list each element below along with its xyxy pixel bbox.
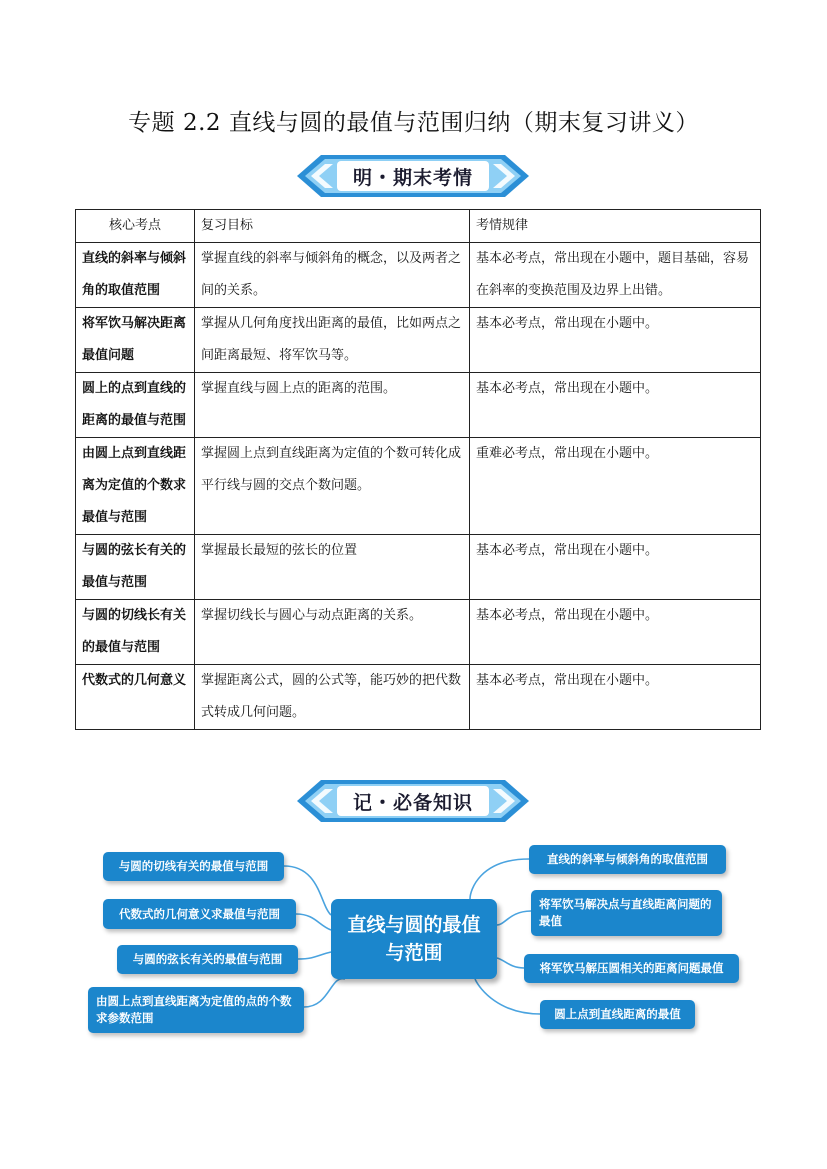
table-cell: 由圆上点到直线距离为定值的个数求最值与范围: [76, 438, 195, 535]
table-cell: 基本必考点，常出现在小题中。: [470, 665, 761, 730]
table-cell: 掌握圆上点到直线距离为定值的个数可转化成平行线与圆的交点个数问题。: [195, 438, 470, 535]
table-cell: 直线的斜率与倾斜角的取值范围: [76, 243, 195, 308]
table-cell: 掌握直线与圆上点的距离的范围。: [195, 373, 470, 438]
mindmap-center-node: [331, 899, 497, 979]
table-header-cell: 核心考点: [76, 210, 195, 243]
mindmap-node-right-4: 圆上点到直线距离的最值: [540, 1000, 695, 1029]
table-cell: 重难必考点，常出现在小题中。: [470, 438, 761, 535]
mindmap-node-right-2: 将军饮马解决点与直线距离问题的最值: [531, 890, 722, 936]
banner-label: 明・期末考情: [352, 166, 473, 189]
table-cell: 将军饮马解决距离最值问题: [76, 308, 195, 373]
table-cell: 基本必考点，常出现在小题中，题目基础，容易在斜率的变换范围及边界上出错。: [470, 243, 761, 308]
banner-label: 记・必备知识: [352, 791, 473, 814]
mindmap-center-label: 直线与圆的最值与范围: [347, 914, 481, 964]
table-cell: 掌握切线长与圆心与动点距离的关系。: [195, 600, 470, 665]
mindmap-node-left-2: 代数式的几何意义求最值与范围: [103, 899, 296, 929]
mindmap-node-right-3: 将军饮马解压圆相关的距离问题最值: [524, 954, 739, 983]
table-cell: 基本必考点，常出现在小题中。: [470, 373, 761, 438]
mindmap-node-left-4: 由圆上点到直线距离为定值的点的个数求参数范围: [88, 987, 304, 1033]
mindmap-node-left-3: 与圆的弦长有关的最值与范围: [117, 945, 298, 974]
table-cell: 基本必考点，常出现在小题中。: [470, 535, 761, 600]
connector-line: [304, 979, 345, 1007]
table-cell: 基本必考点，常出现在小题中。: [470, 308, 761, 373]
connector-line: [475, 979, 540, 1014]
mindmap-node-right-1: 直线的斜率与倾斜角的取值范围: [529, 845, 726, 874]
connector-line: [296, 914, 331, 930]
mindmap-node-left-1: 与圆的切线有关的最值与范围: [103, 852, 284, 881]
table-cell: 掌握距离公式，圆的公式等，能巧妙的把代数式转成几何问题。: [195, 665, 470, 730]
connector-line: [497, 911, 531, 925]
page-title: 专题 2.2 直线与圆的最值与范围归纳（期末复习讲义）: [128, 110, 699, 136]
table-cell: 圆上的点到直线的距离的最值与范围: [76, 373, 195, 438]
table-cell: 基本必考点，常出现在小题中。: [470, 600, 761, 665]
connector-line: [298, 952, 331, 959]
table-cell: 与圆的弦长有关的最值与范围: [76, 535, 195, 600]
table-header-cell: 复习目标: [195, 210, 470, 243]
table-cell: 与圆的切线长有关的最值与范围: [76, 600, 195, 665]
connector-line: [497, 958, 524, 968]
table-header-cell: 考情规律: [470, 210, 761, 243]
table-cell: 掌握从几何角度找出距离的最值，比如两点之间距离最短、将军饮马等。: [195, 308, 470, 373]
table-cell: 掌握最长最短的弦长的位置: [195, 535, 470, 600]
table-cell: 掌握直线的斜率与倾斜角的概念，以及两者之间的关系。: [195, 243, 470, 308]
table-cell: 代数式的几何意义: [76, 665, 195, 730]
connector-line: [470, 859, 529, 899]
